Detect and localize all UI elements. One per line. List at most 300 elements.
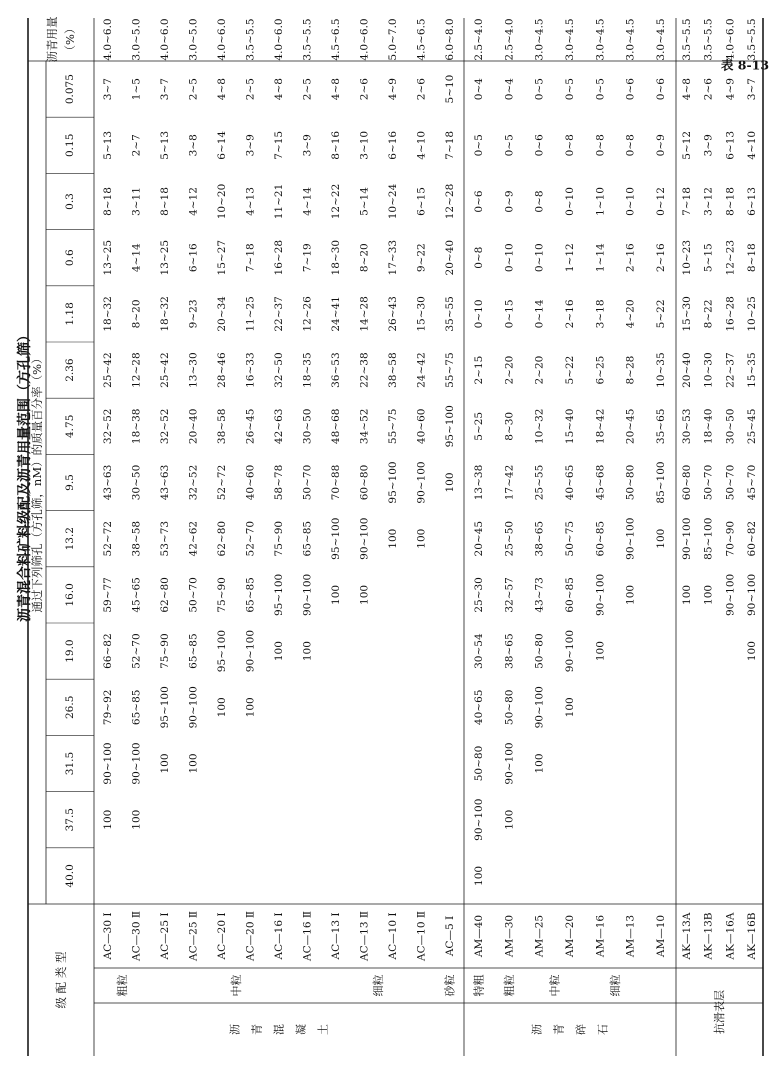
- passing-cell: 2~6: [358, 78, 371, 101]
- subgroup-label: 砂粒: [443, 974, 457, 997]
- passing-cell: 36~53: [329, 352, 342, 388]
- passing-cell: 90~100: [473, 798, 486, 841]
- passing-cell: 3~12: [702, 187, 715, 216]
- passing-cell: 0~8: [594, 134, 607, 157]
- passing-cell: 0~9: [654, 134, 667, 157]
- table-row: [358, 18, 370, 962]
- sieve-size-0: 40.0: [64, 864, 76, 888]
- passing-cell: 75~90: [159, 633, 172, 669]
- header-passing-percentage: 通过下列筛孔（方孔筛，nM）的质量百分率（%）: [30, 352, 44, 613]
- passing-cell: 15~30: [680, 296, 693, 332]
- passing-cell: 100: [746, 641, 759, 662]
- gradation-type-cell: AC—13 Ⅱ: [358, 911, 371, 961]
- passing-cell: 52~70: [130, 633, 143, 669]
- passing-cell: 4~14: [130, 243, 143, 273]
- passing-cell: 38~65: [533, 520, 546, 557]
- gradation-type-cell: AK—13A: [680, 912, 693, 960]
- passing-cell: 25~55: [533, 464, 546, 501]
- passing-cell: 2~20: [503, 355, 516, 385]
- passing-cell: 7~18: [443, 130, 456, 160]
- passing-cell: 0~10: [503, 243, 516, 273]
- passing-cell: 32~50: [273, 352, 285, 388]
- passing-cell: 0~6: [624, 78, 637, 101]
- table-row: [330, 18, 342, 960]
- passing-cell: 60~85: [564, 577, 576, 613]
- passing-cell: 52~70: [244, 520, 257, 557]
- passing-cell: 65~85: [244, 577, 257, 613]
- passing-cell: 52~72: [102, 520, 115, 557]
- passing-cell: 8~20: [358, 243, 371, 273]
- passing-cell: 100: [187, 753, 200, 774]
- passing-cell: 4~14: [301, 187, 314, 216]
- passing-cell: 3~11: [130, 187, 143, 216]
- passing-cell: 2~16: [624, 243, 637, 273]
- passing-cell: 90~100: [564, 629, 576, 673]
- passing-cell: 18~40: [702, 408, 715, 445]
- passing-cell: 8~18: [746, 243, 759, 273]
- passing-cell: 100: [386, 528, 399, 549]
- table-number: 表 8-13: [720, 57, 770, 73]
- passing-cell: 25~30: [473, 577, 486, 613]
- passing-cell: 100: [654, 528, 667, 549]
- passing-cell: 95~100: [443, 405, 456, 448]
- passing-cell: 65~85: [301, 520, 314, 557]
- sieve-size-1: 37.5: [64, 808, 76, 832]
- bitumen-cell: 4.5~6.5: [329, 18, 342, 61]
- gradation-type-cell: AC—25 Ⅱ: [187, 911, 200, 961]
- group-label-char: 石: [596, 1024, 610, 1035]
- passing-cell: 35~55: [443, 296, 456, 332]
- passing-cell: 24~41: [329, 296, 342, 332]
- passing-cell: 25~42: [159, 352, 172, 388]
- passing-cell: 8~30: [503, 411, 516, 441]
- passing-cell: 4~8: [680, 78, 693, 101]
- gradation-type-cell: AM—40: [473, 914, 486, 958]
- bitumen-cell: 3.5~5.5: [301, 18, 314, 61]
- passing-cell: 100: [273, 641, 285, 662]
- passing-cell: 50~80: [624, 464, 637, 501]
- passing-cell: 4~9: [386, 78, 399, 101]
- passing-cell: 90~100: [594, 573, 607, 617]
- passing-cell: 2~6: [415, 78, 428, 101]
- passing-cell: 90~100: [746, 573, 759, 617]
- passing-cell: 12~23: [724, 239, 737, 276]
- table-row: [444, 18, 456, 957]
- table-row: [188, 18, 200, 962]
- subgroup-label: 中粒: [548, 974, 562, 997]
- table-section-1: [472, 18, 667, 1035]
- passing-cell: 13~25: [159, 239, 172, 276]
- passing-cell: 100: [358, 584, 371, 605]
- bitumen-cell: 4.0~6.0: [724, 18, 737, 61]
- passing-cell: 25~42: [102, 352, 115, 388]
- table-row: [387, 18, 399, 960]
- passing-cell: 25~50: [503, 520, 516, 557]
- passing-cell: 17~33: [386, 239, 399, 276]
- passing-cell: 90~100: [503, 742, 516, 785]
- passing-cell: 13~30: [187, 352, 200, 388]
- gradation-type-cell: AC—10 Ⅰ: [386, 912, 399, 960]
- table-row: [273, 18, 285, 960]
- passing-cell: 5~22: [564, 355, 576, 385]
- passing-cell: 20~40: [187, 408, 200, 445]
- passing-cell: 32~52: [102, 408, 115, 445]
- passing-cell: 100: [680, 584, 693, 605]
- passing-cell: 95~100: [216, 629, 229, 673]
- passing-cell: 0~9: [503, 190, 516, 213]
- bitumen-cell: 5.0~7.0: [386, 18, 399, 61]
- passing-cell: 100: [244, 697, 257, 718]
- group-label-char: 沥: [530, 1024, 544, 1035]
- passing-cell: 4~8: [216, 78, 229, 101]
- gradation-type-cell: AC—20 Ⅱ: [244, 911, 257, 961]
- passing-cell: 95~100: [329, 517, 342, 560]
- passing-cell: 90~100: [358, 517, 371, 560]
- passing-cell: 30~53: [680, 408, 693, 445]
- passing-cell: 18~30: [329, 239, 342, 276]
- passing-cell: 8~28: [624, 355, 637, 385]
- passing-cell: 55~75: [443, 352, 456, 388]
- passing-cell: 5~13: [102, 130, 115, 160]
- bitumen-cell: 4.0~6.0: [216, 18, 229, 61]
- passing-cell: 100: [415, 528, 428, 549]
- passing-cell: 38~65: [503, 633, 516, 669]
- passing-cell: 50~70: [301, 464, 314, 501]
- passing-cell: 90~100: [301, 573, 314, 617]
- passing-cell: 100: [216, 697, 229, 718]
- passing-cell: 13~38: [473, 464, 486, 501]
- passing-cell: 42~62: [187, 520, 200, 557]
- passing-cell: 50~80: [533, 633, 546, 669]
- gradation-type-cell: AC—10 Ⅱ: [415, 911, 428, 961]
- group-label-char: 土: [316, 1024, 330, 1035]
- passing-cell: 5~15: [702, 243, 715, 273]
- sieve-size-11: 0.6: [64, 249, 76, 267]
- subgroup-label: 粗粒: [502, 974, 516, 997]
- passing-cell: 95~100: [273, 573, 285, 617]
- passing-cell: 50~80: [473, 745, 486, 782]
- passing-cell: 3~7: [159, 78, 172, 101]
- passing-cell: 60~80: [680, 464, 693, 501]
- gradation-type-cell: AC—16 Ⅱ: [301, 911, 314, 961]
- passing-cell: 40~65: [564, 464, 576, 501]
- table-header: [30, 17, 77, 1009]
- passing-cell: 18~32: [102, 296, 115, 332]
- passing-cell: 30~54: [473, 633, 486, 669]
- header-gradation-type: 级 配 类 型: [54, 951, 68, 1009]
- passing-cell: 12~28: [443, 183, 456, 220]
- table-section-2: [681, 18, 758, 1034]
- passing-cell: 75~90: [216, 577, 229, 613]
- table-row: [746, 18, 758, 960]
- passing-cell: 8~20: [130, 299, 143, 329]
- passing-cell: 90~100: [533, 686, 546, 729]
- gradation-type-cell: AM—16: [594, 914, 607, 958]
- passing-cell: 100: [564, 697, 576, 718]
- gradation-type-cell: AC—30 Ⅰ: [102, 912, 115, 960]
- subgroup-label: 抗滑表层: [713, 990, 726, 1034]
- bitumen-cell: 3.0~5.0: [130, 18, 143, 61]
- passing-cell: 22~37: [724, 352, 737, 388]
- passing-cell: 43~63: [159, 464, 172, 501]
- passing-cell: 2~20: [533, 355, 546, 385]
- passing-cell: 13~25: [102, 239, 115, 276]
- passing-cell: 10~20: [216, 183, 229, 220]
- passing-cell: 3~18: [594, 299, 607, 329]
- group-label-char: 沥: [228, 1024, 242, 1035]
- passing-cell: 0~5: [594, 78, 607, 101]
- rotated-content: [16, 17, 769, 1057]
- passing-cell: 53~73: [159, 520, 172, 557]
- passing-cell: 40~65: [473, 689, 486, 726]
- passing-cell: 6~15: [415, 187, 428, 216]
- passing-cell: 0~12: [654, 187, 667, 216]
- passing-cell: 5~10: [443, 74, 456, 104]
- passing-cell: 1~12: [564, 243, 576, 273]
- passing-cell: 95~100: [386, 461, 399, 504]
- passing-cell: 1~14: [594, 243, 607, 273]
- bitumen-cell: 3.5~5.5: [680, 18, 693, 61]
- group-label-char: 青: [552, 1024, 566, 1035]
- sieve-size-7: 9.5: [64, 474, 76, 491]
- passing-cell: 95~100: [159, 686, 172, 729]
- passing-cell: 48~68: [329, 408, 342, 445]
- table-row: [216, 18, 228, 960]
- passing-cell: 18~38: [130, 408, 143, 445]
- passing-cell: 2~7: [130, 134, 143, 157]
- table-caption: 沥青混合料矿料级配及沥青用量范围（方孔筛）: [17, 328, 33, 622]
- passing-cell: 0~5: [533, 78, 546, 101]
- passing-cell: 8~22: [702, 299, 715, 329]
- passing-cell: 6~13: [746, 187, 759, 216]
- passing-cell: 3~9: [244, 134, 257, 157]
- passing-cell: 45~70: [746, 464, 759, 501]
- passing-cell: 12~26: [301, 296, 314, 332]
- gradation-type-cell: AK—16B: [746, 912, 759, 960]
- sieve-size-14: 0.075: [64, 74, 76, 105]
- passing-cell: 100: [130, 809, 143, 830]
- passing-cell: 16~33: [244, 352, 257, 388]
- passing-cell: 3~10: [358, 130, 371, 160]
- passing-cell: 43~63: [102, 464, 115, 501]
- passing-cell: 5~12: [680, 130, 693, 160]
- header-bitumen-unit: （%）: [63, 22, 77, 57]
- passing-cell: 7~18: [244, 243, 257, 273]
- passing-cell: 2~16: [654, 243, 667, 273]
- passing-cell: 65~85: [130, 689, 143, 726]
- passing-cell: 11~25: [244, 296, 257, 332]
- passing-cell: 52~72: [216, 464, 229, 501]
- passing-cell: 60~80: [358, 464, 371, 501]
- subgroup-label: 粗粒: [115, 974, 129, 997]
- passing-cell: 3~7: [102, 78, 115, 101]
- passing-cell: 65~85: [187, 633, 200, 669]
- passing-cell: 9~22: [415, 243, 428, 273]
- passing-cell: 2~5: [244, 78, 257, 101]
- passing-cell: 0~10: [533, 243, 546, 273]
- subgroup-label: 细粒: [608, 974, 622, 997]
- table-row: [625, 18, 637, 958]
- passing-cell: 0~6: [473, 190, 486, 213]
- bitumen-cell: 3.0~4.5: [594, 18, 607, 61]
- sieve-size-12: 0.3: [64, 193, 76, 210]
- passing-cell: 32~52: [159, 408, 172, 445]
- passing-cell: 6~16: [187, 243, 200, 273]
- passing-cell: 4~13: [244, 187, 257, 216]
- bitumen-cell: 3.0~4.5: [564, 18, 576, 61]
- passing-cell: 50~70: [702, 464, 715, 501]
- passing-cell: 70~90: [724, 520, 737, 557]
- passing-cell: 60~82: [746, 520, 759, 557]
- bitumen-cell: 3.0~5.0: [187, 18, 200, 61]
- bitumen-cell: 3.5~5.5: [244, 18, 257, 61]
- passing-cell: 100: [702, 584, 715, 605]
- passing-cell: 100: [301, 641, 314, 662]
- passing-cell: 18~42: [594, 408, 607, 445]
- passing-cell: 42~63: [273, 408, 285, 445]
- passing-cell: 30~50: [724, 408, 737, 445]
- passing-cell: 2~5: [187, 78, 200, 101]
- passing-cell: 30~50: [301, 408, 314, 445]
- gradation-type-cell: AM—13: [624, 914, 637, 958]
- sieve-size-4: 19.0: [64, 639, 76, 663]
- passing-cell: 15~40: [564, 408, 576, 445]
- passing-cell: 4~10: [746, 130, 759, 160]
- gradation-type-cell: AC—30 Ⅱ: [130, 911, 143, 961]
- table-row: [534, 18, 546, 958]
- bitumen-cell: 4.0~6.0: [273, 18, 285, 61]
- passing-cell: 45~65: [130, 577, 143, 613]
- passing-cell: 100: [533, 753, 546, 774]
- gradation-type-cell: AK—13B: [702, 912, 715, 960]
- passing-cell: 0~10: [564, 187, 576, 216]
- passing-cell: 0~15: [503, 299, 516, 329]
- gradation-type-cell: AM—20: [564, 914, 576, 958]
- passing-cell: 28~46: [216, 352, 229, 388]
- table-row: [655, 18, 667, 958]
- passing-cell: 10~23: [680, 239, 693, 276]
- bitumen-cell: 3.0~4.5: [533, 18, 546, 61]
- passing-cell: 0~5: [564, 78, 576, 101]
- passing-cell: 32~52: [187, 464, 200, 501]
- passing-cell: 90~100: [130, 742, 143, 785]
- passing-cell: 1~10: [594, 187, 607, 216]
- sieve-size-13: 0.15: [64, 133, 76, 157]
- passing-cell: 7~19: [301, 243, 314, 273]
- passing-cell: 60~85: [594, 520, 607, 557]
- passing-cell: 20~40: [680, 352, 693, 388]
- passing-cell: 50~80: [503, 689, 516, 726]
- table-row: [703, 18, 715, 960]
- gradation-type-cell: AC—20 Ⅰ: [216, 912, 229, 960]
- passing-cell: 100: [473, 865, 486, 886]
- passing-cell: 5~22: [654, 299, 667, 329]
- sieve-size-10: 1.18: [64, 302, 76, 326]
- passing-cell: 32~57: [503, 577, 516, 613]
- passing-cell: 35~65: [654, 408, 667, 445]
- passing-cell: 4~12: [187, 187, 200, 216]
- passing-cell: 7~18: [680, 187, 693, 216]
- passing-cell: 100: [503, 809, 516, 830]
- passing-cell: 0~8: [533, 190, 546, 213]
- passing-cell: 26~43: [386, 296, 399, 332]
- passing-cell: 90~100: [244, 629, 257, 673]
- gradation-type-cell: AC—5 Ⅰ: [443, 915, 456, 957]
- passing-cell: 58~78: [273, 464, 285, 501]
- passing-cell: 22~37: [273, 296, 285, 332]
- passing-cell: 10~30: [702, 352, 715, 388]
- passing-cell: 90~100: [724, 573, 737, 617]
- group-label-char: 凝: [294, 1024, 308, 1035]
- passing-cell: 100: [102, 809, 115, 830]
- passing-cell: 4~8: [273, 78, 285, 101]
- bitumen-cell: 3.0~4.5: [654, 18, 667, 61]
- gradation-type-cell: AM—25: [533, 914, 546, 958]
- passing-cell: 50~70: [724, 464, 737, 501]
- passing-cell: 20~45: [473, 520, 486, 557]
- passing-cell: 4~9: [724, 78, 737, 101]
- passing-cell: 62~80: [159, 577, 172, 613]
- bitumen-cell: 6.0~8.0: [443, 18, 456, 61]
- passing-cell: 2~16: [564, 299, 576, 329]
- passing-cell: 1~5: [130, 78, 143, 101]
- passing-cell: 100: [594, 641, 607, 662]
- passing-cell: 90~100: [624, 517, 637, 560]
- passing-cell: 10~24: [386, 183, 399, 220]
- passing-cell: 26~45: [244, 408, 257, 445]
- bitumen-cell: 3.5~5.5: [746, 18, 759, 61]
- passing-cell: 20~40: [443, 239, 456, 276]
- table-row: [681, 18, 693, 960]
- passing-cell: 38~58: [216, 408, 229, 445]
- passing-cell: 6~16: [386, 130, 399, 160]
- gradation-type-cell: AM—30: [503, 914, 516, 958]
- passing-cell: 18~32: [159, 296, 172, 332]
- passing-cell: 0~8: [624, 134, 637, 157]
- sieve-size-5: 16.0: [64, 583, 76, 607]
- passing-cell: 100: [443, 472, 456, 493]
- passing-cell: 62~80: [216, 520, 229, 557]
- gradation-type-cell: AC—25 Ⅰ: [159, 912, 172, 960]
- passing-cell: 15~30: [415, 296, 428, 332]
- group-label-char: 青: [250, 1024, 264, 1035]
- table-row: [415, 18, 427, 962]
- passing-cell: 43~73: [533, 577, 546, 613]
- sieve-size-8: 4.75: [64, 414, 76, 438]
- passing-cell: 3~9: [301, 134, 314, 157]
- gradation-type-cell: AM—10: [654, 914, 667, 958]
- passing-cell: 0~10: [624, 187, 637, 216]
- bitumen-cell: 3.0~4.5: [624, 18, 637, 61]
- passing-cell: 5~25: [473, 411, 486, 441]
- passing-cell: 75~90: [273, 520, 285, 557]
- passing-cell: 12~28: [130, 352, 143, 388]
- passing-cell: 45~68: [594, 464, 607, 501]
- bitumen-cell: 4.0~6.0: [102, 18, 115, 61]
- subgroup-label: 特粗: [472, 974, 486, 997]
- passing-cell: 0~5: [473, 134, 486, 157]
- passing-cell: 85~100: [654, 461, 667, 504]
- group-label-char: 碎: [574, 1024, 588, 1035]
- passing-cell: 59~77: [102, 577, 115, 613]
- table-row: [131, 18, 143, 962]
- passing-cell: 0~8: [564, 134, 576, 157]
- table-row: [503, 18, 515, 958]
- passing-cell: 6~25: [594, 355, 607, 385]
- passing-cell: 10~32: [533, 408, 546, 445]
- sieve-size-3: 26.5: [64, 695, 76, 719]
- passing-cell: 6~14: [216, 130, 229, 160]
